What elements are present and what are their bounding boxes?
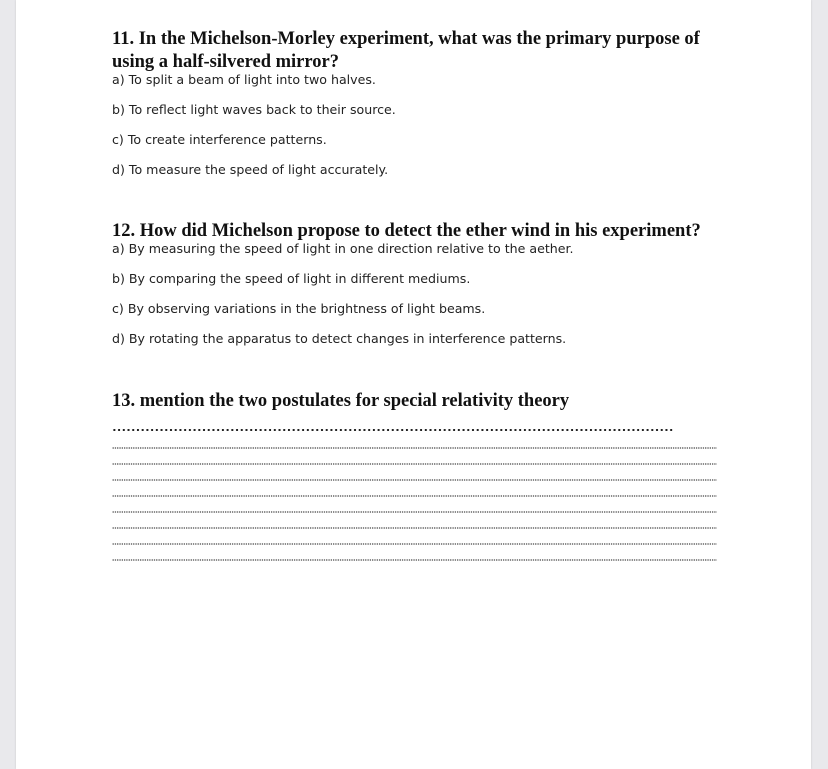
answer-line: [112, 543, 717, 545]
question-12-title: 12. How did Michelson propose to detect the ether wind in his experiment?: [112, 221, 701, 241]
answer-line: [112, 511, 717, 513]
answer-line: [112, 447, 717, 449]
document-page: [16, 0, 811, 769]
answer-line: [112, 527, 717, 529]
answer-lines: [112, 428, 722, 561]
answer-line: [112, 479, 717, 481]
option-b: b) To reflect light waves back to their source.: [112, 102, 396, 117]
question-13-title: 13. mention the two postulates for special relativity theory: [112, 391, 570, 411]
answer-line: [112, 463, 717, 465]
option-b: b) By comparing the speed of light in different mediums.: [112, 271, 471, 286]
option-d: d) To measure the speed of light accurately.: [112, 162, 389, 177]
answer-line: [112, 495, 717, 497]
option-c: c) By observing variations in the brightness of light beams.: [112, 301, 486, 316]
option-c: c) To create interference patterns.: [112, 132, 327, 147]
answer-line: [112, 428, 674, 432]
option-d: d) By rotating the apparatus to detect changes in interference patterns.: [112, 331, 567, 346]
option-a: a) To split a beam of light into two halves.: [112, 72, 376, 87]
answer-line: [112, 559, 717, 561]
question-12-options: [112, 241, 722, 347]
question-11-options: [112, 72, 722, 178]
option-a: a) By measuring the speed of light in one direction relative to the aether.: [112, 241, 574, 256]
document-content: [112, 28, 722, 561]
question-11-title: 11. In the Michelson-Morley experiment, what was the primary purpose of using a half-silvered mirror?: [112, 29, 700, 72]
